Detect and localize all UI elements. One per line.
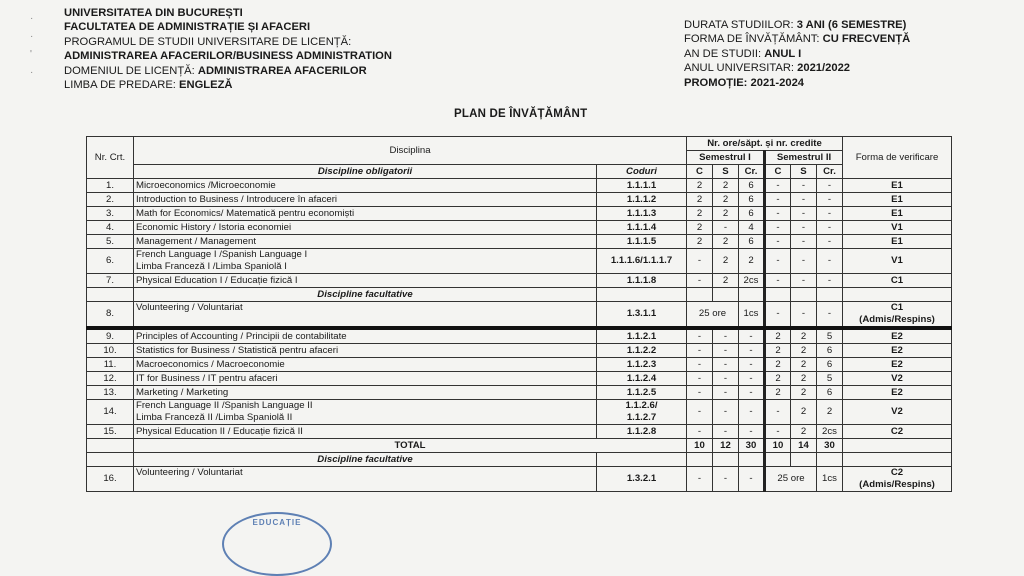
table-cell: 1cs (739, 302, 765, 329)
table-cell: Introduction to Business / Introducere în afaceri (134, 193, 597, 207)
table-cell: - (687, 425, 713, 439)
table-cell: E2 (843, 344, 952, 358)
table-cell (843, 288, 952, 302)
table-cell: - (791, 274, 817, 288)
table-cell (843, 453, 952, 467)
table-cell: - (817, 274, 843, 288)
section-row (87, 288, 952, 302)
table-cell: - (739, 386, 765, 400)
table-cell: 1.1.1.4 (597, 221, 687, 235)
table-cell: 25 ore (687, 302, 739, 329)
table-cell: 30 (739, 439, 765, 453)
table-cell: 10. (87, 344, 134, 358)
table-cell: Macroeconomics / Macroeconomie (134, 358, 597, 372)
table-cell (713, 453, 739, 467)
table-cell: - (791, 193, 817, 207)
table-row (87, 425, 952, 439)
margin-marks: · · ' · (30, 13, 34, 78)
c-header: C (687, 165, 713, 179)
table-cell: Volunteering / Voluntariat (134, 467, 597, 492)
table-cell: - (687, 274, 713, 288)
table-cell: 1.1.2.3 (597, 358, 687, 372)
table-cell: - (687, 386, 713, 400)
table-cell: 1. (87, 179, 134, 193)
nr-header: Nr. Crt. (87, 137, 134, 179)
sem1-header: Semestrul I (687, 151, 765, 165)
table-cell: 2 (791, 358, 817, 372)
table-cell: 2cs (817, 425, 843, 439)
table-cell: V2 (843, 400, 952, 425)
table-cell: 6 (739, 179, 765, 193)
table-cell: - (765, 274, 791, 288)
table-header-row-3 (87, 165, 952, 179)
table-row (87, 372, 952, 386)
table-cell: 2 (687, 179, 713, 193)
table-cell: - (713, 467, 739, 492)
table-cell: 1.1.1.3 (597, 207, 687, 221)
table-cell: 1.1.1.2 (597, 193, 687, 207)
table-cell: TOTAL (134, 439, 687, 453)
university-stamp: EDUCAȚIE (222, 512, 332, 576)
table-cell: 1.1.2.8 (597, 425, 687, 439)
table-cell: 2 (765, 328, 791, 344)
table-cell: 6 (739, 235, 765, 249)
promotion-line: PROMOȚIE: 2021-2024 (684, 76, 805, 89)
cell-line-2: (Admis/Respins) (859, 479, 935, 490)
table-cell: - (739, 400, 765, 425)
table-cell: - (765, 221, 791, 235)
table-cell: 2 (791, 400, 817, 425)
table-cell: 2 (817, 400, 843, 425)
faculty-name: FACULTATEA DE ADMINISTRAȚIE ȘI AFACERI (64, 21, 311, 34)
table-cell: Physical Education I / Educație fizică I (134, 274, 597, 288)
table-cell: 14. (87, 400, 134, 425)
table-cell: - (713, 400, 739, 425)
s-header: S (713, 165, 739, 179)
table-cell: Discipline facultative (134, 288, 597, 302)
curriculum-table (86, 136, 952, 492)
table-header-row-1 (87, 137, 952, 151)
table-cell: - (765, 302, 791, 329)
table-cell: E1 (843, 207, 952, 221)
table-cell: - (687, 400, 713, 425)
table-cell: - (817, 179, 843, 193)
table-cell: 1.1.1.5 (597, 235, 687, 249)
table-cell: - (739, 344, 765, 358)
table-cell: - (765, 179, 791, 193)
table-cell: - (713, 386, 739, 400)
mandatory-section-label: Discipline obligatorii (134, 165, 597, 179)
table-row (87, 193, 952, 207)
table-cell: 1.1.2.5 (597, 386, 687, 400)
table-cell: - (791, 249, 817, 274)
table-cell: - (687, 328, 713, 344)
table-row (87, 179, 952, 193)
table-cell (791, 288, 817, 302)
table-cell: - (791, 221, 817, 235)
table-cell: 2 (713, 249, 739, 274)
table-cell (791, 453, 817, 467)
table-cell: 5. (87, 235, 134, 249)
table-cell (687, 453, 713, 467)
table-cell: 30 (817, 439, 843, 453)
table-row (87, 400, 952, 425)
table-cell: 6 (817, 386, 843, 400)
table-cell (739, 453, 765, 467)
table-row (87, 358, 952, 372)
table-cell: - (765, 207, 791, 221)
table-cell (134, 249, 597, 274)
table-cell: - (765, 425, 791, 439)
table-cell: 10 (765, 439, 791, 453)
table-cell: IT for Business / IT pentru afaceri (134, 372, 597, 386)
table-cell: - (713, 328, 739, 344)
table-cell: E2 (843, 386, 952, 400)
table-cell: - (713, 358, 739, 372)
table-cell: Discipline facultative (134, 453, 597, 467)
table-row (87, 328, 952, 344)
table-cell (713, 288, 739, 302)
table-cell: 2 (687, 221, 713, 235)
table-cell: 14 (791, 439, 817, 453)
table-cell: 2 (791, 344, 817, 358)
table-cell: 1.1.1.1 (597, 179, 687, 193)
table-row (87, 386, 952, 400)
table-cell (687, 288, 713, 302)
table-cell: - (817, 193, 843, 207)
table-cell: 1.1.1.6/1.1.1.7 (597, 249, 687, 274)
cell-line-1: French Language II /Spanish Language II (136, 400, 313, 411)
table-cell (765, 288, 791, 302)
table-cell: 2 (791, 328, 817, 344)
cr-header: Cr. (817, 165, 843, 179)
table-cell: 2 (739, 249, 765, 274)
table-cell: - (687, 344, 713, 358)
table-cell: - (739, 372, 765, 386)
table-cell (597, 288, 687, 302)
table-cell: 4 (739, 221, 765, 235)
table-cell: 5 (817, 328, 843, 344)
table-row (87, 207, 952, 221)
cell-line-2: Limba Franceză II /Limba Spaniolă II (136, 412, 293, 423)
cell-line-2: 1.1.2.7 (626, 412, 657, 423)
table-cell: 7. (87, 274, 134, 288)
table-cell: E1 (843, 193, 952, 207)
table-cell (817, 288, 843, 302)
hours-credits-header: Nr. ore/săpt. și nr. credite (687, 137, 843, 151)
table-cell (843, 439, 952, 453)
cell-line-1: C1 (890, 302, 904, 313)
table-cell (843, 302, 952, 329)
table-cell: 1.1.2.4 (597, 372, 687, 386)
table-cell: 4. (87, 221, 134, 235)
table-cell: 10 (687, 439, 713, 453)
table-cell: 1cs (817, 467, 843, 492)
table-cell: 2. (87, 193, 134, 207)
table-cell: 1.3.2.1 (597, 467, 687, 492)
table-cell: Economic History / Istoria economiei (134, 221, 597, 235)
table-cell: 12. (87, 372, 134, 386)
table-cell: - (791, 235, 817, 249)
table-cell: 1.1.1.8 (597, 274, 687, 288)
table-cell: 2 (765, 344, 791, 358)
discipline-header: Disciplina (134, 137, 687, 165)
table-cell: 2 (765, 372, 791, 386)
table-cell: C2 (843, 425, 952, 439)
table-cell: 13. (87, 386, 134, 400)
page-title: PLAN DE ÎNVĂȚĂMÂNT (454, 108, 588, 120)
table-cell: 12 (713, 439, 739, 453)
program-name: ADMINISTRAREA AFACERILOR/BUSINESS ADMINISTRATION (64, 50, 392, 63)
table-cell: - (687, 467, 713, 492)
table-cell: 3. (87, 207, 134, 221)
table-cell: - (765, 400, 791, 425)
cell-line-1: 1.1.2.6/ (625, 400, 658, 411)
table-cell: 16. (87, 467, 134, 492)
table-cell: 25 ore (765, 467, 817, 492)
domain-line: DOMENIUL DE LICENȚĂ: ADMINISTRAREA AFACERILOR (64, 64, 367, 77)
table-cell: E1 (843, 235, 952, 249)
table-cell: 9. (87, 328, 134, 344)
table-cell: C1 (843, 274, 952, 288)
table-cell: - (765, 193, 791, 207)
table-cell: E1 (843, 179, 952, 193)
table-cell: 6 (817, 358, 843, 372)
table-cell: - (765, 249, 791, 274)
table-cell: Microeconomics /Microeconomie (134, 179, 597, 193)
table-cell: 2 (791, 372, 817, 386)
table-row (87, 302, 952, 329)
table-row (87, 221, 952, 235)
table-cell: 2 (687, 235, 713, 249)
sem2-header: Semestrul II (765, 151, 843, 165)
form-line: FORMA DE ÎNVĂȚĂMÂNT: CU FRECVENȚĂ (684, 33, 911, 46)
table-cell: Principles of Accounting / Principii de contabilitate (134, 328, 597, 344)
table-cell: Management / Management (134, 235, 597, 249)
table-cell: - (817, 207, 843, 221)
s-header: S (791, 165, 817, 179)
table-cell: E2 (843, 328, 952, 344)
table-cell: 2 (765, 386, 791, 400)
codes-header: Coduri (597, 165, 687, 179)
table-cell (597, 453, 687, 467)
header-left (64, 6, 392, 92)
table-cell: - (791, 179, 817, 193)
table-cell: Volunteering / Voluntariat (134, 302, 597, 329)
table-cell (87, 439, 134, 453)
table-cell: 8. (87, 302, 134, 329)
table-cell: - (739, 358, 765, 372)
language-line: LIMBA DE PREDARE: ENGLEZĂ (64, 79, 233, 92)
table-cell: 6 (739, 193, 765, 207)
table-cell: 2 (765, 358, 791, 372)
cell-line-1: French Language I /Spanish Language I (136, 249, 308, 260)
table-cell: 2 (713, 179, 739, 193)
table-cell: - (739, 328, 765, 344)
table-cell: - (739, 425, 765, 439)
table-cell: 2cs (739, 274, 765, 288)
table-cell: 2 (713, 274, 739, 288)
table-cell: V1 (843, 249, 952, 274)
table-row (87, 344, 952, 358)
table-cell (739, 288, 765, 302)
table-cell: Physical Education II / Educație fizică II (134, 425, 597, 439)
table-cell (817, 453, 843, 467)
section-row (87, 453, 952, 467)
table-cell: 1.3.1.1 (597, 302, 687, 329)
table-cell (87, 288, 134, 302)
table-cell (765, 453, 791, 467)
cell-line-2: (Admis/Respins) (859, 314, 935, 325)
table-cell: - (765, 235, 791, 249)
table-cell: 15. (87, 425, 134, 439)
table-cell (843, 467, 952, 492)
table-cell: - (687, 372, 713, 386)
table-cell: Statistics for Business / Statistică pentru afaceri (134, 344, 597, 358)
table-cell: E2 (843, 358, 952, 372)
table-cell: Marketing / Marketing (134, 386, 597, 400)
program-label: PROGRAMUL DE STUDII UNIVERSITARE DE LICENȚĂ: (64, 35, 352, 48)
duration-line: DURATA STUDIILOR: 3 ANI (6 SEMESTRE) (684, 19, 907, 31)
table-cell: 2 (687, 193, 713, 207)
table-cell: 2 (791, 386, 817, 400)
academic-year-line: ANUL UNIVERSITAR: 2021/2022 (684, 62, 851, 75)
table-row (87, 467, 952, 492)
year-line: AN DE STUDII: ANUL I (684, 47, 802, 60)
table-cell: - (739, 467, 765, 492)
table-cell (597, 400, 687, 425)
table-cell: V1 (843, 221, 952, 235)
table-cell: 2 (713, 193, 739, 207)
table-cell: 5 (817, 372, 843, 386)
table-cell: - (713, 221, 739, 235)
table-cell: - (687, 249, 713, 274)
table-cell: 6 (739, 207, 765, 221)
cell-line-2: Limba Franceză I /Limba Spaniolă I (136, 261, 287, 272)
cr-header: Cr. (739, 165, 765, 179)
table-cell: V2 (843, 372, 952, 386)
table-cell (87, 453, 134, 467)
table-cell: - (713, 372, 739, 386)
total-row (87, 439, 952, 453)
table-cell: 2 (713, 207, 739, 221)
c-header: C (765, 165, 791, 179)
table-cell: 2 (791, 425, 817, 439)
table-cell: 6 (817, 344, 843, 358)
verification-header: Forma de verificare (843, 137, 952, 179)
table-cell: 1.1.2.1 (597, 328, 687, 344)
table-cell: - (817, 249, 843, 274)
table-cell: - (713, 425, 739, 439)
table-cell: - (817, 302, 843, 329)
table-row (87, 249, 952, 274)
cell-line-1: C2 (890, 467, 904, 478)
table-cell: 11. (87, 358, 134, 372)
table-cell: 2 (687, 207, 713, 221)
table-cell: 6. (87, 249, 134, 274)
header-right (684, 18, 910, 90)
table-cell: - (791, 207, 817, 221)
table-row (87, 235, 952, 249)
table-cell: Math for Economics/ Matematică pentru economiști (134, 207, 597, 221)
table-cell: - (817, 235, 843, 249)
table-cell: - (817, 221, 843, 235)
table-cell: 2 (713, 235, 739, 249)
table-cell (134, 400, 597, 425)
table-cell: - (713, 344, 739, 358)
table-row (87, 274, 952, 288)
table-cell: - (791, 302, 817, 329)
university-name: UNIVERSITATEA DIN BUCUREȘTI (64, 7, 243, 19)
table-cell: 1.1.2.2 (597, 344, 687, 358)
table-cell: - (687, 358, 713, 372)
